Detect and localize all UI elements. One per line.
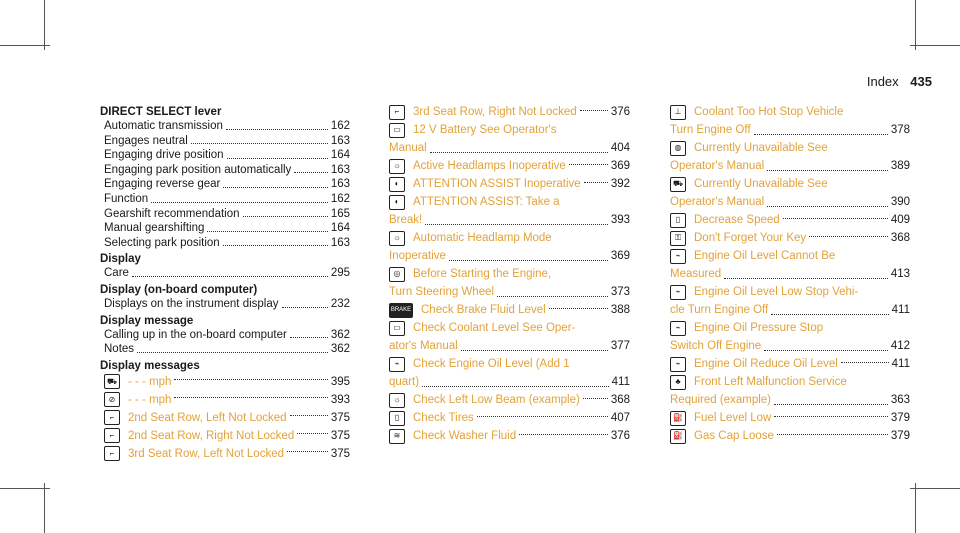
message-entry[interactable] bbox=[670, 139, 910, 175]
leader-dots bbox=[227, 148, 328, 159]
entry-page-number: 232 bbox=[330, 297, 350, 310]
message-entry[interactable] bbox=[389, 427, 630, 445]
header-label: Index bbox=[866, 74, 899, 89]
entry-page-number: 373 bbox=[610, 286, 630, 298]
leader-dots bbox=[774, 416, 887, 417]
entry-text: Automatic transmission bbox=[104, 120, 223, 132]
leader-dots bbox=[297, 433, 328, 434]
message-entry[interactable] bbox=[670, 229, 910, 247]
index-entry[interactable] bbox=[100, 221, 350, 236]
message-line-1 bbox=[389, 319, 630, 337]
entry-page-number: 411 bbox=[891, 358, 910, 370]
message-entry[interactable] bbox=[670, 319, 910, 355]
message-line-1 bbox=[389, 193, 630, 211]
message-link[interactable]: Engine Oil Level Cannot Be bbox=[694, 250, 836, 262]
entry-page-number: 375 bbox=[330, 411, 350, 424]
leader-dots bbox=[771, 301, 888, 315]
message-entry[interactable] bbox=[389, 319, 630, 355]
warning-symbol-icon: ⛽ bbox=[670, 411, 686, 426]
entry-page-number: 413 bbox=[890, 268, 910, 280]
message-line-2 bbox=[389, 139, 630, 157]
leader-dots bbox=[764, 337, 888, 351]
entry-page-number: 165 bbox=[330, 207, 350, 220]
entry-text: Calling up in the on-board computer bbox=[104, 328, 287, 341]
message-link[interactable]: Fuel Level Low bbox=[694, 412, 772, 424]
message-link[interactable]: Inoperative bbox=[389, 250, 446, 262]
index-column-3 bbox=[670, 103, 910, 445]
message-link[interactable]: Measured bbox=[670, 268, 722, 280]
leader-dots bbox=[583, 398, 608, 399]
entry-page-number: 412 bbox=[890, 340, 910, 352]
message-link[interactable]: Coolant Too Hot Stop Vehicle bbox=[694, 106, 844, 118]
leader-dots bbox=[461, 337, 608, 351]
entry-page-number: 389 bbox=[890, 160, 910, 172]
warning-symbol-icon: ⌁ bbox=[670, 321, 686, 336]
message-link[interactable]: Break! bbox=[389, 214, 423, 226]
message-link[interactable]: Manual bbox=[389, 142, 427, 154]
message-entry[interactable] bbox=[389, 121, 630, 157]
leader-dots bbox=[754, 121, 888, 135]
crop-mark bbox=[910, 45, 960, 46]
entry-page-number: 390 bbox=[890, 196, 910, 208]
message-link[interactable]: Automatic Headlamp Mode bbox=[413, 232, 552, 244]
entry-page-number: 375 bbox=[330, 429, 350, 442]
message-line-2 bbox=[670, 301, 910, 319]
leader-dots bbox=[282, 297, 328, 308]
leader-dots bbox=[174, 379, 327, 380]
message-link[interactable]: ATTENTION ASSIST Inoperative bbox=[413, 178, 581, 190]
message-line-2 bbox=[670, 157, 910, 175]
leader-dots bbox=[425, 211, 608, 225]
index-column-2 bbox=[389, 103, 630, 445]
message-entry[interactable] bbox=[389, 265, 630, 301]
message-entry[interactable] bbox=[670, 427, 910, 445]
message-entry[interactable] bbox=[100, 409, 350, 427]
entry-page-number: 163 bbox=[330, 163, 350, 176]
message-entry[interactable] bbox=[100, 445, 350, 463]
entry-text: Care bbox=[104, 267, 129, 280]
warning-symbol-icon: ☼ bbox=[389, 159, 405, 174]
message-line-2 bbox=[389, 247, 630, 265]
message-line-2 bbox=[670, 337, 910, 355]
message-link[interactable]: 2nd Seat Row, Right Not Locked bbox=[128, 429, 295, 442]
warning-symbol-icon: ⛽ bbox=[670, 429, 686, 444]
entry-page-number: 164 bbox=[330, 149, 350, 162]
leader-dots bbox=[549, 308, 608, 309]
message-link[interactable]: 12 V Battery See Operator's bbox=[413, 124, 557, 136]
message-link[interactable]: quart) bbox=[389, 376, 420, 388]
index-heading: Display (on-board computer) bbox=[100, 283, 258, 296]
entry-text: Manual gearshifting bbox=[104, 222, 205, 235]
warning-symbol-icon: ♣ bbox=[670, 375, 686, 390]
index-entry[interactable] bbox=[100, 163, 350, 178]
message-entry[interactable] bbox=[670, 373, 910, 409]
message-entry[interactable] bbox=[389, 175, 630, 193]
index-heading: Display message bbox=[100, 314, 194, 327]
warning-symbol-icon: ⌐ bbox=[104, 410, 120, 425]
leader-dots bbox=[151, 192, 328, 203]
message-link[interactable]: ATTENTION ASSIST: Take a bbox=[413, 196, 560, 208]
message-entry[interactable] bbox=[670, 409, 910, 427]
warning-symbol-icon: ⛟ bbox=[104, 374, 120, 389]
entry-page-number: 163 bbox=[330, 178, 350, 191]
leader-dots bbox=[519, 434, 608, 435]
message-link[interactable]: Don't Forget Your Key bbox=[694, 232, 807, 244]
warning-symbol-icon: ≋ bbox=[389, 429, 405, 444]
entry-text: Notes bbox=[104, 343, 135, 356]
entry-page-number: 163 bbox=[330, 134, 350, 147]
message-link[interactable]: Before Starting the Engine, bbox=[413, 268, 552, 280]
leader-dots bbox=[767, 193, 888, 207]
message-line-1 bbox=[670, 319, 910, 337]
entry-page-number: 388 bbox=[610, 304, 630, 316]
message-line-2 bbox=[389, 373, 630, 391]
entry-page-number: 392 bbox=[610, 178, 630, 190]
message-line-2 bbox=[670, 391, 910, 409]
leader-dots bbox=[226, 119, 328, 130]
entry-text: Engaging reverse gear bbox=[104, 178, 221, 191]
warning-symbol-icon: ⊘ bbox=[104, 392, 120, 407]
leader-dots bbox=[449, 247, 608, 261]
entry-text: Selecting park position bbox=[104, 236, 220, 249]
warning-symbol-icon: ⚿ bbox=[670, 231, 686, 246]
index-entry[interactable] bbox=[100, 134, 350, 149]
index-heading: DIRECT SELECT lever bbox=[100, 106, 222, 118]
message-entry[interactable] bbox=[389, 103, 630, 121]
entry-page-number: 407 bbox=[610, 412, 630, 424]
entry-page-number: 163 bbox=[330, 236, 350, 249]
leader-dots bbox=[569, 164, 608, 165]
message-link[interactable]: cle Turn Engine Off bbox=[670, 304, 769, 316]
warning-symbol-icon: ☼ bbox=[389, 231, 405, 246]
warning-symbol-icon: ◐ bbox=[389, 195, 405, 210]
warning-symbol-icon: ◎ bbox=[389, 267, 405, 282]
message-entry[interactable] bbox=[670, 247, 910, 283]
message-line-1 bbox=[670, 283, 910, 301]
message-line-1 bbox=[670, 175, 910, 193]
message-entry[interactable] bbox=[389, 391, 630, 409]
warning-symbol-icon: ⌐ bbox=[104, 446, 120, 461]
warning-symbol-icon: ⛟ bbox=[670, 177, 686, 192]
warning-symbol-icon: ⌐ bbox=[389, 105, 405, 120]
warning-symbol-icon: ◍ bbox=[670, 141, 686, 156]
leader-dots bbox=[777, 434, 888, 435]
index-entry[interactable] bbox=[100, 236, 350, 251]
message-line-1 bbox=[670, 247, 910, 265]
message-entry[interactable] bbox=[389, 229, 630, 265]
message-line-1 bbox=[389, 121, 630, 139]
entry-page-number: 295 bbox=[330, 267, 350, 280]
entry-page-number: 362 bbox=[330, 328, 350, 341]
entry-page-number: 409 bbox=[890, 214, 910, 226]
message-link[interactable]: Check Engine Oil Level (Add 1 bbox=[413, 358, 570, 370]
crop-mark bbox=[0, 488, 50, 489]
leader-dots bbox=[584, 182, 608, 183]
message-link[interactable]: 3rd Seat Row, Left Not Locked bbox=[128, 447, 284, 460]
leader-dots bbox=[290, 415, 328, 416]
message-entry[interactable] bbox=[670, 355, 910, 373]
index-entry[interactable] bbox=[100, 297, 350, 312]
entry-page-number: 379 bbox=[890, 430, 910, 442]
message-link[interactable]: 3rd Seat Row, Right Not Locked bbox=[413, 106, 577, 118]
leader-dots bbox=[580, 110, 608, 111]
leader-dots bbox=[191, 134, 328, 145]
leader-dots bbox=[809, 236, 888, 237]
entry-page-number: 393 bbox=[610, 214, 630, 226]
warning-symbol-icon: ▯ bbox=[670, 213, 686, 228]
index-entry[interactable] bbox=[100, 192, 350, 207]
entry-text: Engages neutral bbox=[104, 134, 188, 147]
index-entry[interactable] bbox=[100, 266, 350, 281]
crop-mark bbox=[915, 0, 916, 50]
warning-symbol-icon: ⌐ bbox=[104, 428, 120, 443]
entry-page-number: 411 bbox=[891, 304, 910, 316]
leader-dots bbox=[477, 416, 608, 417]
message-link[interactable]: - - - mph bbox=[128, 375, 172, 388]
index-entry[interactable] bbox=[100, 342, 350, 357]
message-entry[interactable] bbox=[670, 103, 910, 139]
index-entry[interactable] bbox=[100, 177, 350, 192]
message-link[interactable]: Active Headlamps Inoperative bbox=[413, 160, 566, 172]
entry-page-number: 363 bbox=[890, 394, 910, 406]
message-line-1 bbox=[670, 139, 910, 157]
entry-page-number: 379 bbox=[890, 412, 910, 424]
entry-page-number: 393 bbox=[330, 393, 350, 406]
entry-page-number: 377 bbox=[610, 340, 630, 352]
crop-mark bbox=[910, 488, 960, 489]
entry-page-number: 378 bbox=[890, 124, 910, 136]
message-link[interactable]: Engine Oil Pressure Stop bbox=[694, 322, 824, 334]
message-link[interactable]: Operator's Manual bbox=[670, 196, 765, 208]
message-entry[interactable] bbox=[100, 427, 350, 445]
entry-page-number: 368 bbox=[610, 394, 630, 406]
message-entry[interactable] bbox=[389, 193, 630, 229]
entry-page-number: 375 bbox=[330, 447, 350, 460]
message-entry[interactable] bbox=[389, 157, 630, 175]
leader-dots bbox=[841, 362, 889, 363]
crop-mark bbox=[0, 45, 50, 46]
index-entry[interactable] bbox=[100, 207, 350, 222]
message-line-1 bbox=[389, 229, 630, 247]
index-entry[interactable] bbox=[100, 148, 350, 163]
entry-page-number: 376 bbox=[610, 106, 630, 118]
message-line-2 bbox=[389, 211, 630, 229]
message-link[interactable]: Required (example) bbox=[670, 394, 771, 406]
entry-page-number: 164 bbox=[330, 222, 350, 235]
index-entry[interactable] bbox=[100, 328, 350, 343]
message-line-1 bbox=[670, 373, 910, 391]
leader-dots bbox=[724, 265, 888, 279]
index-column-1 bbox=[100, 103, 350, 463]
entry-text: Displays on the instrument display bbox=[104, 297, 279, 310]
message-line-1 bbox=[389, 355, 630, 373]
warning-symbol-icon: ▯ bbox=[389, 411, 405, 426]
message-entry[interactable] bbox=[389, 301, 630, 319]
index-heading: Display bbox=[100, 253, 141, 266]
leader-dots bbox=[132, 266, 328, 277]
message-link[interactable]: Check Washer Fluid bbox=[413, 430, 517, 442]
message-link[interactable]: ator's Manual bbox=[389, 340, 458, 352]
entry-text: Engaging park position automatically bbox=[104, 163, 292, 176]
message-link[interactable]: 2nd Seat Row, Left Not Locked bbox=[128, 411, 287, 424]
entry-page-number: 369 bbox=[610, 160, 630, 172]
message-line-2 bbox=[670, 265, 910, 283]
leader-dots bbox=[430, 139, 608, 153]
message-line-1 bbox=[389, 265, 630, 283]
message-line-2 bbox=[670, 193, 910, 211]
warning-symbol-icon: ⊥ bbox=[670, 105, 686, 120]
message-link[interactable]: Check Brake Fluid Level bbox=[421, 304, 546, 316]
page-number: 435 bbox=[910, 74, 932, 89]
leader-dots bbox=[290, 328, 328, 339]
message-link[interactable]: Switch Off Engine bbox=[670, 340, 762, 352]
message-entry[interactable] bbox=[670, 283, 910, 319]
entry-page-number: 368 bbox=[890, 232, 910, 244]
warning-symbol-icon: ⌁ bbox=[670, 249, 686, 264]
entry-page-number: 376 bbox=[610, 430, 630, 442]
entry-page-number: 369 bbox=[610, 250, 630, 262]
leader-dots bbox=[422, 373, 609, 387]
index-entry[interactable] bbox=[100, 119, 350, 134]
entry-page-number: 395 bbox=[330, 375, 350, 388]
entry-page-number: 411 bbox=[611, 376, 630, 388]
index-heading: Display messages bbox=[100, 359, 200, 372]
warning-symbol-icon: ▭ bbox=[389, 123, 405, 138]
crop-mark bbox=[44, 0, 45, 50]
message-link[interactable]: Check Coolant Level See Oper- bbox=[413, 322, 576, 334]
entry-page-number: 162 bbox=[330, 192, 350, 205]
entry-page-number: 362 bbox=[330, 343, 350, 356]
message-link[interactable]: Operator's Manual bbox=[670, 160, 765, 172]
leader-dots bbox=[223, 177, 327, 188]
entry-text: Function bbox=[104, 192, 149, 205]
leader-dots bbox=[174, 397, 327, 398]
leader-dots bbox=[497, 283, 608, 297]
message-link[interactable]: Currently Unavailable See bbox=[694, 142, 828, 154]
warning-symbol-icon: ⌁ bbox=[389, 357, 405, 372]
message-entry[interactable] bbox=[670, 175, 910, 211]
message-link[interactable]: Check Left Low Beam (example) bbox=[413, 394, 580, 406]
page-header bbox=[867, 74, 932, 89]
message-link[interactable]: Check Tires bbox=[413, 412, 474, 424]
entry-text: Engaging drive position bbox=[104, 149, 224, 162]
leader-dots bbox=[774, 391, 888, 405]
crop-mark bbox=[915, 483, 916, 533]
message-link[interactable]: Turn Steering Wheel bbox=[389, 286, 495, 298]
message-link[interactable]: Engine Oil Reduce Oil Level bbox=[694, 358, 838, 370]
warning-symbol-icon: ⌁ bbox=[670, 285, 686, 300]
entry-text: Gearshift recommendation bbox=[104, 207, 240, 220]
entry-page-number: 404 bbox=[610, 142, 630, 154]
message-entry[interactable] bbox=[100, 391, 350, 409]
crop-mark bbox=[44, 483, 45, 533]
warning-symbol-icon: ◐ bbox=[389, 177, 405, 192]
message-line-2 bbox=[389, 283, 630, 301]
message-link[interactable]: Engine Oil Level Low Stop Vehi- bbox=[694, 286, 859, 298]
entry-page-number: 162 bbox=[330, 120, 350, 132]
leader-dots bbox=[294, 163, 328, 174]
message-link[interactable]: Decrease Speed bbox=[694, 214, 780, 226]
leader-dots bbox=[767, 157, 888, 171]
message-link[interactable]: Currently Unavailable See bbox=[694, 178, 828, 190]
message-entry[interactable] bbox=[389, 409, 630, 427]
warning-symbol-icon: ⌁ bbox=[670, 357, 686, 372]
message-link[interactable]: Turn Engine Off bbox=[670, 124, 751, 136]
message-line-1 bbox=[670, 103, 910, 121]
leader-dots bbox=[207, 221, 327, 232]
leader-dots bbox=[223, 236, 328, 247]
leader-dots bbox=[783, 218, 888, 219]
message-line-2 bbox=[670, 121, 910, 139]
message-link[interactable]: - - - mph bbox=[128, 393, 172, 406]
warning-symbol-icon: BRAKE bbox=[389, 303, 413, 318]
message-link[interactable]: Front Left Malfunction Service bbox=[694, 376, 847, 388]
leader-dots bbox=[243, 207, 328, 218]
warning-symbol-icon: ▭ bbox=[389, 321, 405, 336]
message-entry[interactable] bbox=[100, 373, 350, 391]
leader-dots bbox=[287, 451, 328, 452]
message-entry[interactable] bbox=[389, 355, 630, 391]
warning-symbol-icon: ☼ bbox=[389, 393, 405, 408]
leader-dots bbox=[137, 342, 328, 353]
message-link[interactable]: Gas Cap Loose bbox=[694, 430, 774, 442]
message-entry[interactable] bbox=[670, 211, 910, 229]
message-line-2 bbox=[389, 337, 630, 355]
